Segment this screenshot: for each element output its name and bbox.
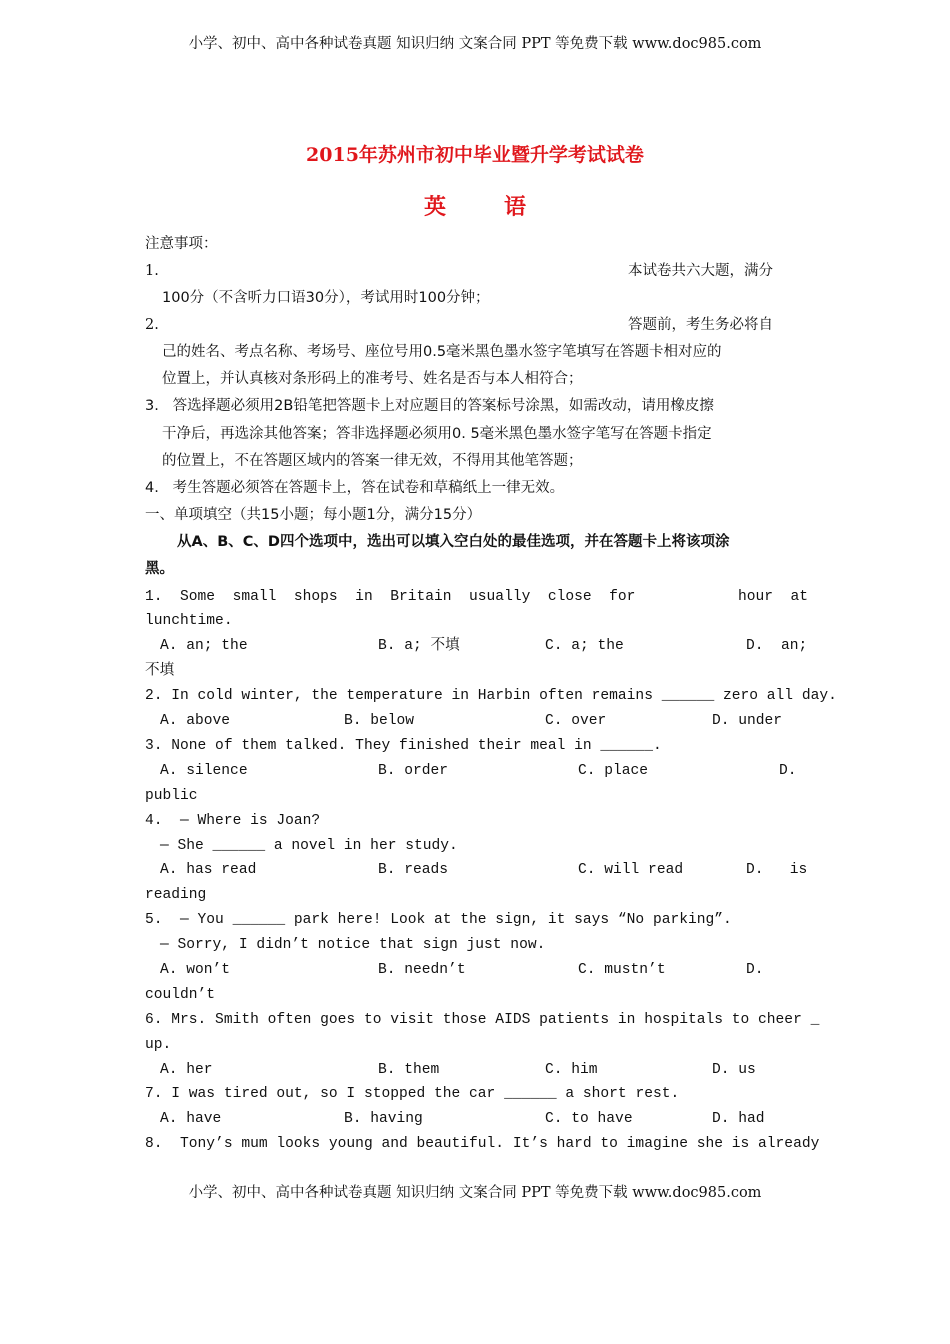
answer-blank: ______	[232, 912, 286, 928]
subject-char-1: 英	[423, 194, 446, 220]
question-3-option-c: C. place	[578, 763, 649, 779]
question-7-option-d: D. had	[712, 1111, 765, 1127]
notice-3-line-1: 3. 答选择题必须用2B铅笔把答题卡上对应题目的答案标号涂黑，如需改动，请用橡皮擦	[145, 398, 714, 414]
question-7-stem: 7. I was tired out, so I stopped the car ______ a short rest.	[145, 1086, 680, 1102]
notice-2-continued-1: 己的姓名、考点名称、考场号、座位号用0.5毫米黑色墨水签字笔填写在答题卡相对应的	[162, 344, 722, 360]
question-3-option-d: D.	[779, 763, 797, 779]
question-4-option-b: B. reads	[378, 862, 449, 878]
question-1-stem-cont: lunchtime.	[145, 613, 233, 629]
exam-title: 2015年苏州市初中毕业暨升学考试试卷	[306, 144, 644, 166]
question-1-option-d-cont: 不填	[145, 663, 175, 679]
page-footer: 小学、初中、高中各种试卷真题 知识归纳 文案合同 PPT 等免费下载 www.doc985.com	[188, 1185, 762, 1201]
question-2-option-b: B. below	[344, 713, 415, 729]
question-5-option-d: D.	[746, 962, 764, 978]
subject-char-2: 语	[504, 194, 527, 220]
notice-3-line-3: 的位置上，不在答题区域内的答案一律无效，不得用其他笔答题；	[162, 453, 583, 469]
notice-3-line-2: 干净后，再选涂其他答案；答非选择题必须用0. 5毫米黑色墨水签字笔写在答题卡指定	[162, 426, 712, 442]
question-5-option-c: C. mustn’t	[578, 962, 666, 978]
question-7-option-c: C. to have	[545, 1111, 633, 1127]
notice-2-continued-2: 位置上，并认真核对条形码上的准考号、姓名是否与本人相符合；	[162, 371, 583, 387]
section-1-instruction: 从A、B、C、D四个选项中，选出可以填入空白处的最佳选项，并在答题卡上将该项涂	[177, 534, 730, 550]
answer-blank: ______	[661, 688, 715, 704]
question-2-option-a: A. above	[160, 713, 231, 729]
page-header: 小学、初中、高中各种试卷真题 知识归纳 文案合同 PPT 等免费下载 www.doc985.com	[188, 36, 762, 52]
question-8-stem: 8. Tony’s mum looks young and beautiful. It’s hard to imagine she is already	[145, 1136, 820, 1152]
answer-blank: ______	[504, 1086, 557, 1102]
question-6-stem-cont: up.	[145, 1037, 172, 1053]
question-2-option-c: C. over	[545, 713, 607, 729]
subject-title	[0, 190, 950, 221]
question-3-option-a: A. silence	[160, 763, 248, 779]
question-5-stem-cont: — Sorry, I didn’t notice that sign just now.	[160, 937, 546, 953]
question-5-option-d-cont: couldn’t	[145, 987, 216, 1003]
question-2-stem: 2. In cold winter, the temperature in Harbin often remains ______ zero all day.	[145, 688, 837, 704]
notice-1-continued: 100分（不含听力口语30分），考试用时100分钟；	[162, 290, 490, 306]
question-4-option-d-cont: reading	[145, 887, 207, 903]
question-1-stem: 1. Some small shops in Britain usually close for	[145, 589, 636, 605]
question-6-option-d: D. us	[712, 1062, 756, 1078]
question-1-option-a: A. an; the	[160, 638, 248, 654]
section-1-heading: 一、单项填空（共15小题；每小题1分，满分15分）	[145, 507, 482, 523]
question-4-stem-cont: — She ______ a novel in her study.	[160, 838, 458, 854]
notice-2-text: 答题前，考生务必将自	[628, 317, 773, 333]
question-4-option-a: A. has read	[160, 862, 257, 878]
question-2-option-d: D. under	[712, 713, 783, 729]
question-3-stem: 3. None of them talked. They finished their meal in ______.	[145, 738, 662, 754]
answer-blank: ______	[212, 838, 266, 854]
notice-2-number: 2.	[145, 317, 159, 333]
question-3-option-b: B. order	[378, 763, 449, 779]
question-4-stem: 4. — Where is Joan?	[145, 813, 321, 829]
question-3-option-d-cont: public	[145, 788, 198, 804]
notice-heading: 注意事项：	[145, 236, 218, 252]
question-6-option-a: A. her	[160, 1062, 213, 1078]
question-5-stem: 5. — You ______ park here! Look at the sign, it says “No parking”.	[145, 912, 732, 928]
notice-1-number: 1.	[145, 263, 159, 279]
question-1-option-c: C. a; the	[545, 638, 624, 654]
question-1-stem-end: hour at	[738, 589, 809, 605]
question-6-option-b: B. them	[378, 1062, 440, 1078]
notice-4: 4. 考生答题必须答在答题卡上，答在试卷和草稿纸上一律无效。	[145, 480, 565, 496]
notice-1-text: 本试卷共六大题，满分	[628, 263, 773, 279]
question-1-option-d: D. an;	[746, 638, 808, 654]
question-5-option-a: A. won’t	[160, 962, 231, 978]
question-6-stem: 6. Mrs. Smith often goes to visit those AIDS patients in hospitals to cheer _	[145, 1012, 820, 1028]
question-4-option-c: C. will read	[578, 862, 684, 878]
question-7-option-b: B. having	[344, 1111, 423, 1127]
question-1-option-b: B. a; 不填	[378, 638, 460, 654]
answer-blank: ______	[600, 738, 653, 754]
section-1-instruction-cont: 黑。	[145, 561, 174, 577]
question-6-option-c: C. him	[545, 1062, 598, 1078]
question-4-option-d: D. is	[746, 862, 808, 878]
question-7-option-a: A. have	[160, 1111, 222, 1127]
question-5-option-b: B. needn’t	[378, 962, 466, 978]
